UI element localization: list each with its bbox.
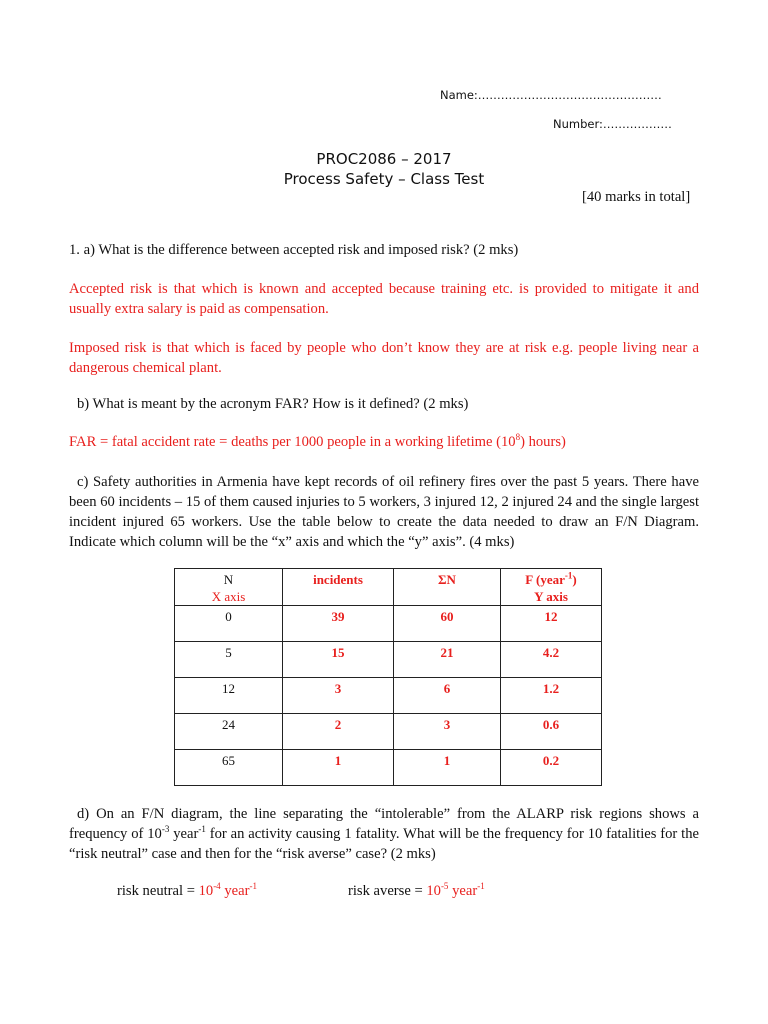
header-f-label: [505, 571, 597, 588]
marks-total: [40 marks in total]: [582, 189, 691, 205]
table-row: [175, 678, 602, 714]
header-f-exponent: -1: [564, 570, 573, 581]
cell-incidents: 15: [283, 642, 394, 678]
table-row: [175, 750, 602, 786]
risk-averse-unit-exp: -1: [477, 881, 485, 892]
answer-far: [69, 434, 566, 451]
cell-f: 0.2: [501, 750, 602, 786]
cell-n: 65: [175, 750, 283, 786]
header-sum-n: ΣN: [394, 569, 501, 606]
answer-imposed-risk: Imposed risk is that which is faced by people who don’t know they are at risk e.g. people living near a dangerous chemical plant.: [69, 340, 699, 376]
cell-f: 4.2: [501, 642, 602, 678]
cell-incidents: 3: [283, 678, 394, 714]
test-title: Process Safety – Class Test: [283, 170, 485, 188]
cell-incidents: 2: [283, 714, 394, 750]
answer-far-exponent: 8: [515, 432, 521, 443]
question-1d-exp1: -3: [161, 824, 170, 835]
risk-averse-base: 10: [426, 883, 441, 899]
name-field-label: Name:…………………………………………: [440, 88, 662, 102]
risk-neutral-unit-exp: -1: [249, 881, 257, 892]
risk-neutral-label: risk neutral =: [117, 883, 199, 899]
header-y-axis: Y axis: [534, 589, 568, 604]
cell-sum-n: 6: [394, 678, 501, 714]
answer-far-tail: ) hours): [520, 434, 566, 450]
table-row: [175, 642, 602, 678]
question-1d-exp2: -1: [198, 824, 206, 835]
question-1d-rest: for an activity causing 1 fatality. What will be the frequency for 10 fatalities for the “risk neutral” case and then for the “risk averse” case? (2 mks): [69, 826, 699, 862]
question-1d: [69, 804, 699, 864]
cell-n: 24: [175, 714, 283, 750]
table-row: [175, 606, 602, 642]
cell-f: 12: [501, 606, 602, 642]
table-row: [175, 714, 602, 750]
header-n: [175, 569, 283, 606]
header-f: [501, 569, 602, 606]
header-incidents: incidents: [283, 569, 394, 606]
risk-neutral-value: [199, 883, 257, 899]
risk-averse-exp: -5: [440, 881, 449, 892]
cell-n: 5: [175, 642, 283, 678]
risk-neutral-unit: year: [220, 883, 250, 899]
answer-far-text: FAR = fatal accident rate = deaths per 1000 people in a working lifetime (10: [69, 434, 516, 450]
question-1b: b) What is meant by the acronym FAR? How is it defined? (2 mks): [77, 396, 469, 412]
cell-sum-n: 3: [394, 714, 501, 750]
cell-n: 12: [175, 678, 283, 714]
risk-averse-unit: year: [448, 883, 478, 899]
number-field-label: Number:………………: [553, 117, 672, 131]
question-1a: 1. a) What is the difference between accepted risk and imposed risk? (2 mks): [69, 242, 519, 258]
header-f-close: ): [572, 572, 577, 587]
header-x-axis: X axis: [211, 589, 246, 604]
answer-risk-averse: [348, 883, 485, 900]
fn-data-table: [174, 568, 602, 786]
answer-accepted-risk: Accepted risk is that which is known and accepted because training etc. is provided to mitigate it and usually extra salary is paid as compensation.: [69, 281, 699, 317]
cell-incidents: 1: [283, 750, 394, 786]
table-header-row: [175, 569, 602, 606]
answer-risk-neutral: [117, 883, 257, 900]
risk-neutral-exp: -4: [213, 881, 221, 892]
course-code: PROC2086 – 2017: [316, 150, 452, 168]
risk-neutral-base: 10: [198, 883, 214, 899]
cell-sum-n: 60: [394, 606, 501, 642]
cell-f: 0.6: [501, 714, 602, 750]
cell-f: 1.2: [501, 678, 602, 714]
cell-n: 0: [175, 606, 283, 642]
cell-incidents: 39: [283, 606, 394, 642]
risk-averse-label: risk averse =: [348, 883, 427, 899]
question-1d-unit: year: [169, 826, 199, 842]
cell-sum-n: 21: [394, 642, 501, 678]
risk-averse-value: [426, 883, 484, 899]
header-n-label: N: [223, 572, 234, 587]
question-1c: c) Safety authorities in Armenia have kept records of oil refinery fires over the past 5 years. There have been 60 incidents – 15 of them caused injuries to 5 workers, 3 injured 12, 2 injured 24 and the single largest incident injured 65 workers. Use the table below to create the data needed to draw an F/N Diagram. Indicate which column will be the “x” axis and which the “y” axis”. (4 mks): [69, 474, 699, 550]
cell-sum-n: 1: [394, 750, 501, 786]
question-1d-text: d) On an F/N diagram, the line separating the “intolerable” from the ALARP risk regions shows a frequency of 10: [69, 806, 699, 842]
header-f-text: F (year: [525, 572, 565, 587]
